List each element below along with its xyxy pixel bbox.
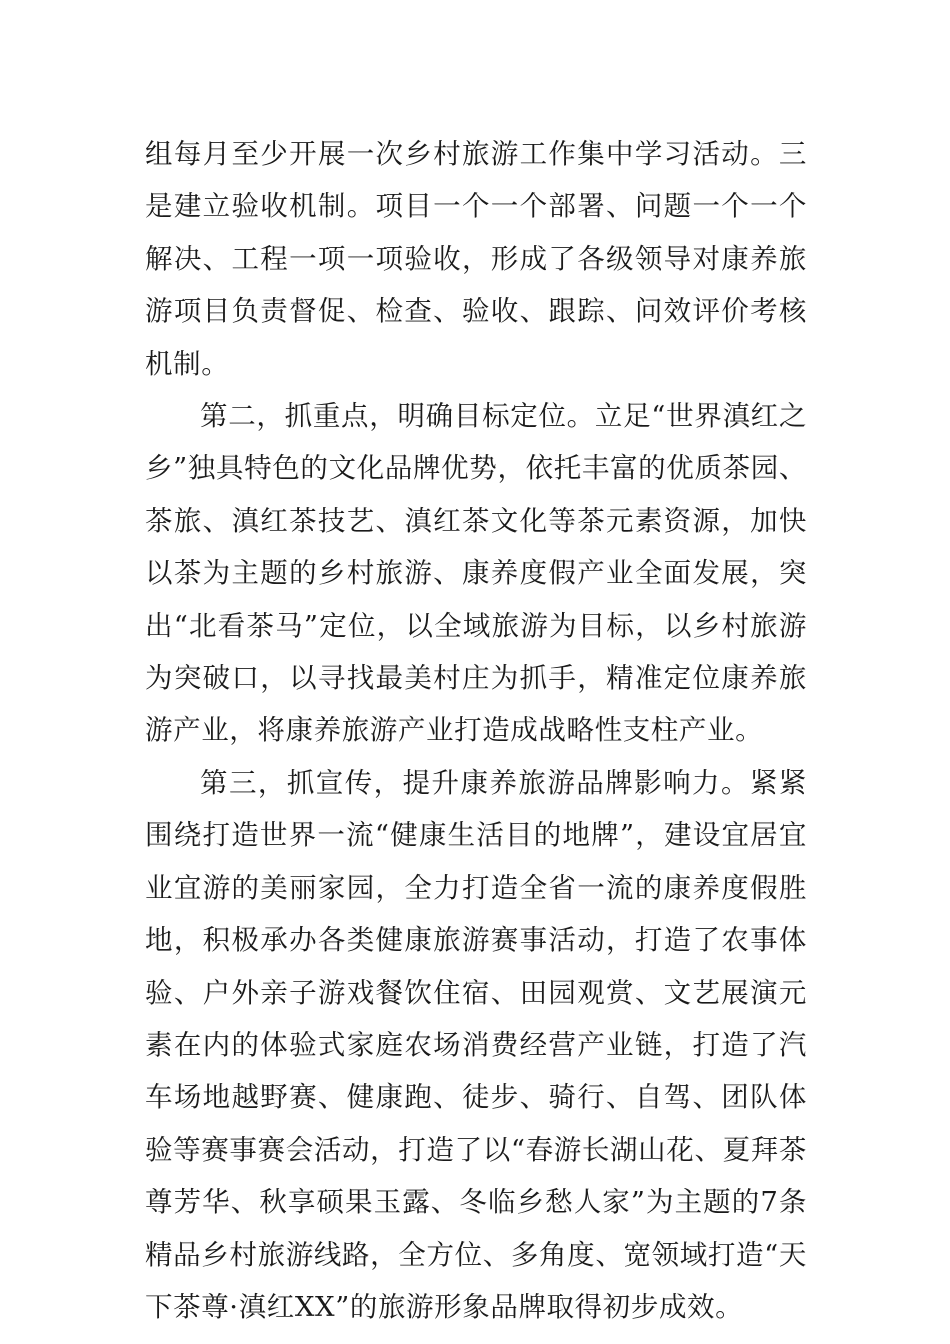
document-body	[145, 128, 807, 1333]
paragraph-continuation: 组每月至少开展一次乡村旅游工作集中学习活动。三是建立验收机制。项目一个一个部署、问题一个一个解决、工程一项一项验收，形成了各级领导对康养旅游项目负责督促、检查、验收、跟踪、问效评价考核机制。	[145, 138, 807, 380]
paragraph-second-focus: 第二，抓重点，明确目标定位。立足“世界滇红之乡”独具特色的文化品牌优势，依托丰富的优质茶园、茶旅、滇红茶技艺、滇红茶文化等茶元素资源，加快以茶为主题的乡村旅游、康养度假产业全面发展，突出“北看茶马”定位，以全域旅游为目标，以乡村旅游为突破口，以寻找最美村庄为抓手，精准定位康养旅游产业，将康养旅游产业打造成战略性支柱产业。	[145, 400, 807, 747]
paragraph-third-publicity: 第三，抓宣传，提升康养旅游品牌影响力。紧紧围绕打造世界一流“健康生活目的地牌”，建设宜居宜业宜游的美丽家园，全力打造全省一流的康养度假胜地，积极承办各类健康旅游赛事活动，打造了农事体验、户外亲子游戏餐饮住宿、田园观赏、文艺展演元素在内的体验式家庭农场消费经营产业链，打造了汽车场地越野赛、健康跑、徒步、骑行、自驾、团队体验等赛事赛会活动，打造了以“春游长湖山花、夏拜茶尊芳华、秋享硕果玉露、冬临乡愁人家”为主题的7条精品乡村旅游线路，全方位、多角度、宽领域打造“天下茶尊·滇红XX”的旅游形象品牌取得初步成效。	[145, 766, 807, 1323]
